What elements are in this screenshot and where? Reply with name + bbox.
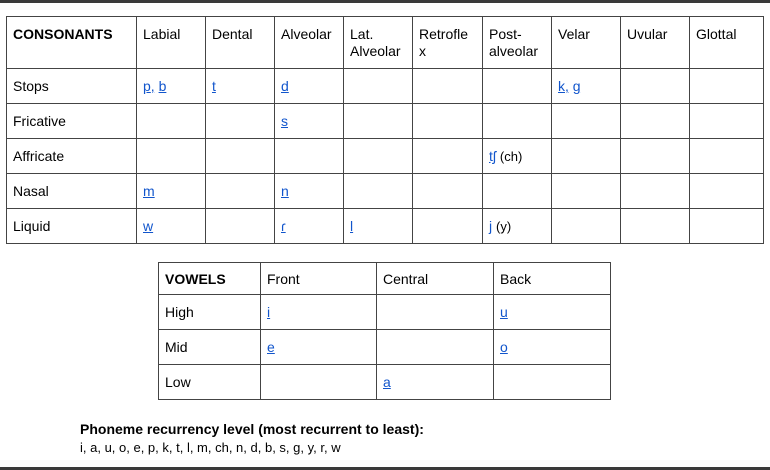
cell-empty xyxy=(552,104,621,139)
cell-high-front xyxy=(261,295,377,330)
cell-affricate-postalveolar xyxy=(483,139,552,174)
cell-liquid-lat-alveolar xyxy=(344,209,413,244)
phoneme-link-l[interactable]: l xyxy=(350,218,354,234)
cell-empty xyxy=(690,69,764,104)
phoneme-note-y: (y) xyxy=(496,219,512,234)
row-low xyxy=(159,365,611,400)
cell-empty xyxy=(413,139,483,174)
cell-empty xyxy=(413,174,483,209)
cell-stops-dental xyxy=(206,69,275,104)
cell-stops-alveolar xyxy=(275,69,344,104)
cell-nasal-alveolar xyxy=(275,174,344,209)
cell-empty xyxy=(377,330,494,365)
cell-high-back xyxy=(494,295,611,330)
cell-liquid-postalveolar xyxy=(483,209,552,244)
cell-empty xyxy=(413,209,483,244)
col-front: Front xyxy=(261,263,377,295)
col-back: Back xyxy=(494,263,611,295)
cell-liquid-labial xyxy=(137,209,206,244)
col-retroflex: Retrofle x xyxy=(413,17,483,69)
row-nasal xyxy=(7,174,764,209)
phoneme-link-b[interactable]: b xyxy=(158,78,167,94)
vowels-title: VOWELS xyxy=(159,263,261,295)
cell-empty xyxy=(206,139,275,174)
cell-empty xyxy=(275,139,344,174)
consonants-title: CONSONANTS xyxy=(7,17,137,69)
row-high xyxy=(159,295,611,330)
phoneme-link-w[interactable]: w xyxy=(143,218,154,234)
cell-empty xyxy=(621,69,690,104)
phoneme-link-p[interactable]: p xyxy=(143,78,151,94)
recurrency-list: i, a, u, o, e, p, k, t, l, m, ch, n, d, b, s, g, y, r, w xyxy=(80,440,341,455)
cell-empty xyxy=(377,295,494,330)
col-glottal: Glottal xyxy=(690,17,764,69)
phoneme-link-t[interactable]: t xyxy=(212,78,216,94)
cell-low-central xyxy=(377,365,494,400)
cell-empty xyxy=(206,104,275,139)
cell-empty xyxy=(690,139,764,174)
row-mid xyxy=(159,330,611,365)
recurrency-title: Phoneme recurrency level (most recurrent to least): xyxy=(80,421,424,437)
cell-empty xyxy=(621,139,690,174)
col-velar: Velar xyxy=(552,17,621,69)
cell-empty xyxy=(621,174,690,209)
col-labial: Labial xyxy=(137,17,206,69)
cell-liquid-alveolar xyxy=(275,209,344,244)
cell-empty xyxy=(344,104,413,139)
phoneme-link-u[interactable]: u xyxy=(500,304,508,320)
row-label-liquid: Liquid xyxy=(7,209,137,244)
cell-stops-velar xyxy=(552,69,621,104)
col-postalveolar: Post- alveolar xyxy=(483,17,552,69)
phoneme-link-o[interactable]: o xyxy=(500,339,508,355)
cell-empty xyxy=(137,104,206,139)
col-alveolar: Alveolar xyxy=(275,17,344,69)
cell-empty xyxy=(413,69,483,104)
consonants-header-row xyxy=(7,17,764,69)
row-label-high: High xyxy=(159,295,261,330)
cell-mid-front xyxy=(261,330,377,365)
consonants-table xyxy=(6,16,764,244)
phoneme-link-y[interactable]: j xyxy=(489,218,493,234)
row-liquid xyxy=(7,209,764,244)
cell-empty xyxy=(483,104,552,139)
cell-empty xyxy=(483,174,552,209)
cell-empty xyxy=(621,209,690,244)
row-stops xyxy=(7,69,764,104)
row-label-affricate: Affricate xyxy=(7,139,137,174)
cell-empty xyxy=(206,209,275,244)
cell-empty xyxy=(621,104,690,139)
cell-empty xyxy=(344,139,413,174)
row-label-low: Low xyxy=(159,365,261,400)
phoneme-link-i[interactable]: i xyxy=(267,304,271,320)
phoneme-link-s[interactable]: s xyxy=(281,113,288,129)
cell-empty xyxy=(137,139,206,174)
cell-empty xyxy=(206,174,275,209)
vowels-table xyxy=(158,262,611,400)
row-label-fricative: Fricative xyxy=(7,104,137,139)
cell-empty xyxy=(690,174,764,209)
phoneme-note-ch: (ch) xyxy=(499,149,523,164)
phoneme-link-k[interactable]: k xyxy=(558,78,565,94)
row-fricative xyxy=(7,104,764,139)
cell-stops-labial xyxy=(137,69,206,104)
col-central: Central xyxy=(377,263,494,295)
cell-empty xyxy=(690,104,764,139)
cell-empty xyxy=(552,174,621,209)
col-lat-alveolar: Lat. Alveolar xyxy=(344,17,413,69)
cell-empty xyxy=(552,209,621,244)
row-label-mid: Mid xyxy=(159,330,261,365)
phoneme-link-n[interactable]: n xyxy=(281,183,289,199)
cell-empty xyxy=(261,365,377,400)
phoneme-link-e[interactable]: e xyxy=(267,339,275,355)
cell-empty xyxy=(552,139,621,174)
cell-mid-back xyxy=(494,330,611,365)
row-affricate xyxy=(7,139,764,174)
cell-empty xyxy=(483,69,552,104)
row-label-nasal: Nasal xyxy=(7,174,137,209)
col-uvular: Uvular xyxy=(621,17,690,69)
phoneme-link-m[interactable]: m xyxy=(143,183,155,199)
cell-fricative-alveolar xyxy=(275,104,344,139)
cell-nasal-labial xyxy=(137,174,206,209)
row-label-stops: Stops xyxy=(7,69,137,104)
cell-empty xyxy=(344,174,413,209)
phoneme-link-ch[interactable]: tʃ xyxy=(489,148,496,164)
phoneme-separator: , xyxy=(565,78,569,94)
vowels-header-row xyxy=(159,263,611,295)
cell-empty xyxy=(690,209,764,244)
phoneme-link-a[interactable]: a xyxy=(383,374,391,390)
phoneme-link-g[interactable]: g xyxy=(572,78,581,94)
phoneme-separator: , xyxy=(150,78,155,94)
cell-empty xyxy=(344,69,413,104)
cell-empty xyxy=(413,104,483,139)
col-dental: Dental xyxy=(206,17,275,69)
phoneme-link-r[interactable]: ɾ xyxy=(281,218,286,234)
phoneme-link-d[interactable]: d xyxy=(281,78,289,94)
cell-empty xyxy=(494,365,611,400)
